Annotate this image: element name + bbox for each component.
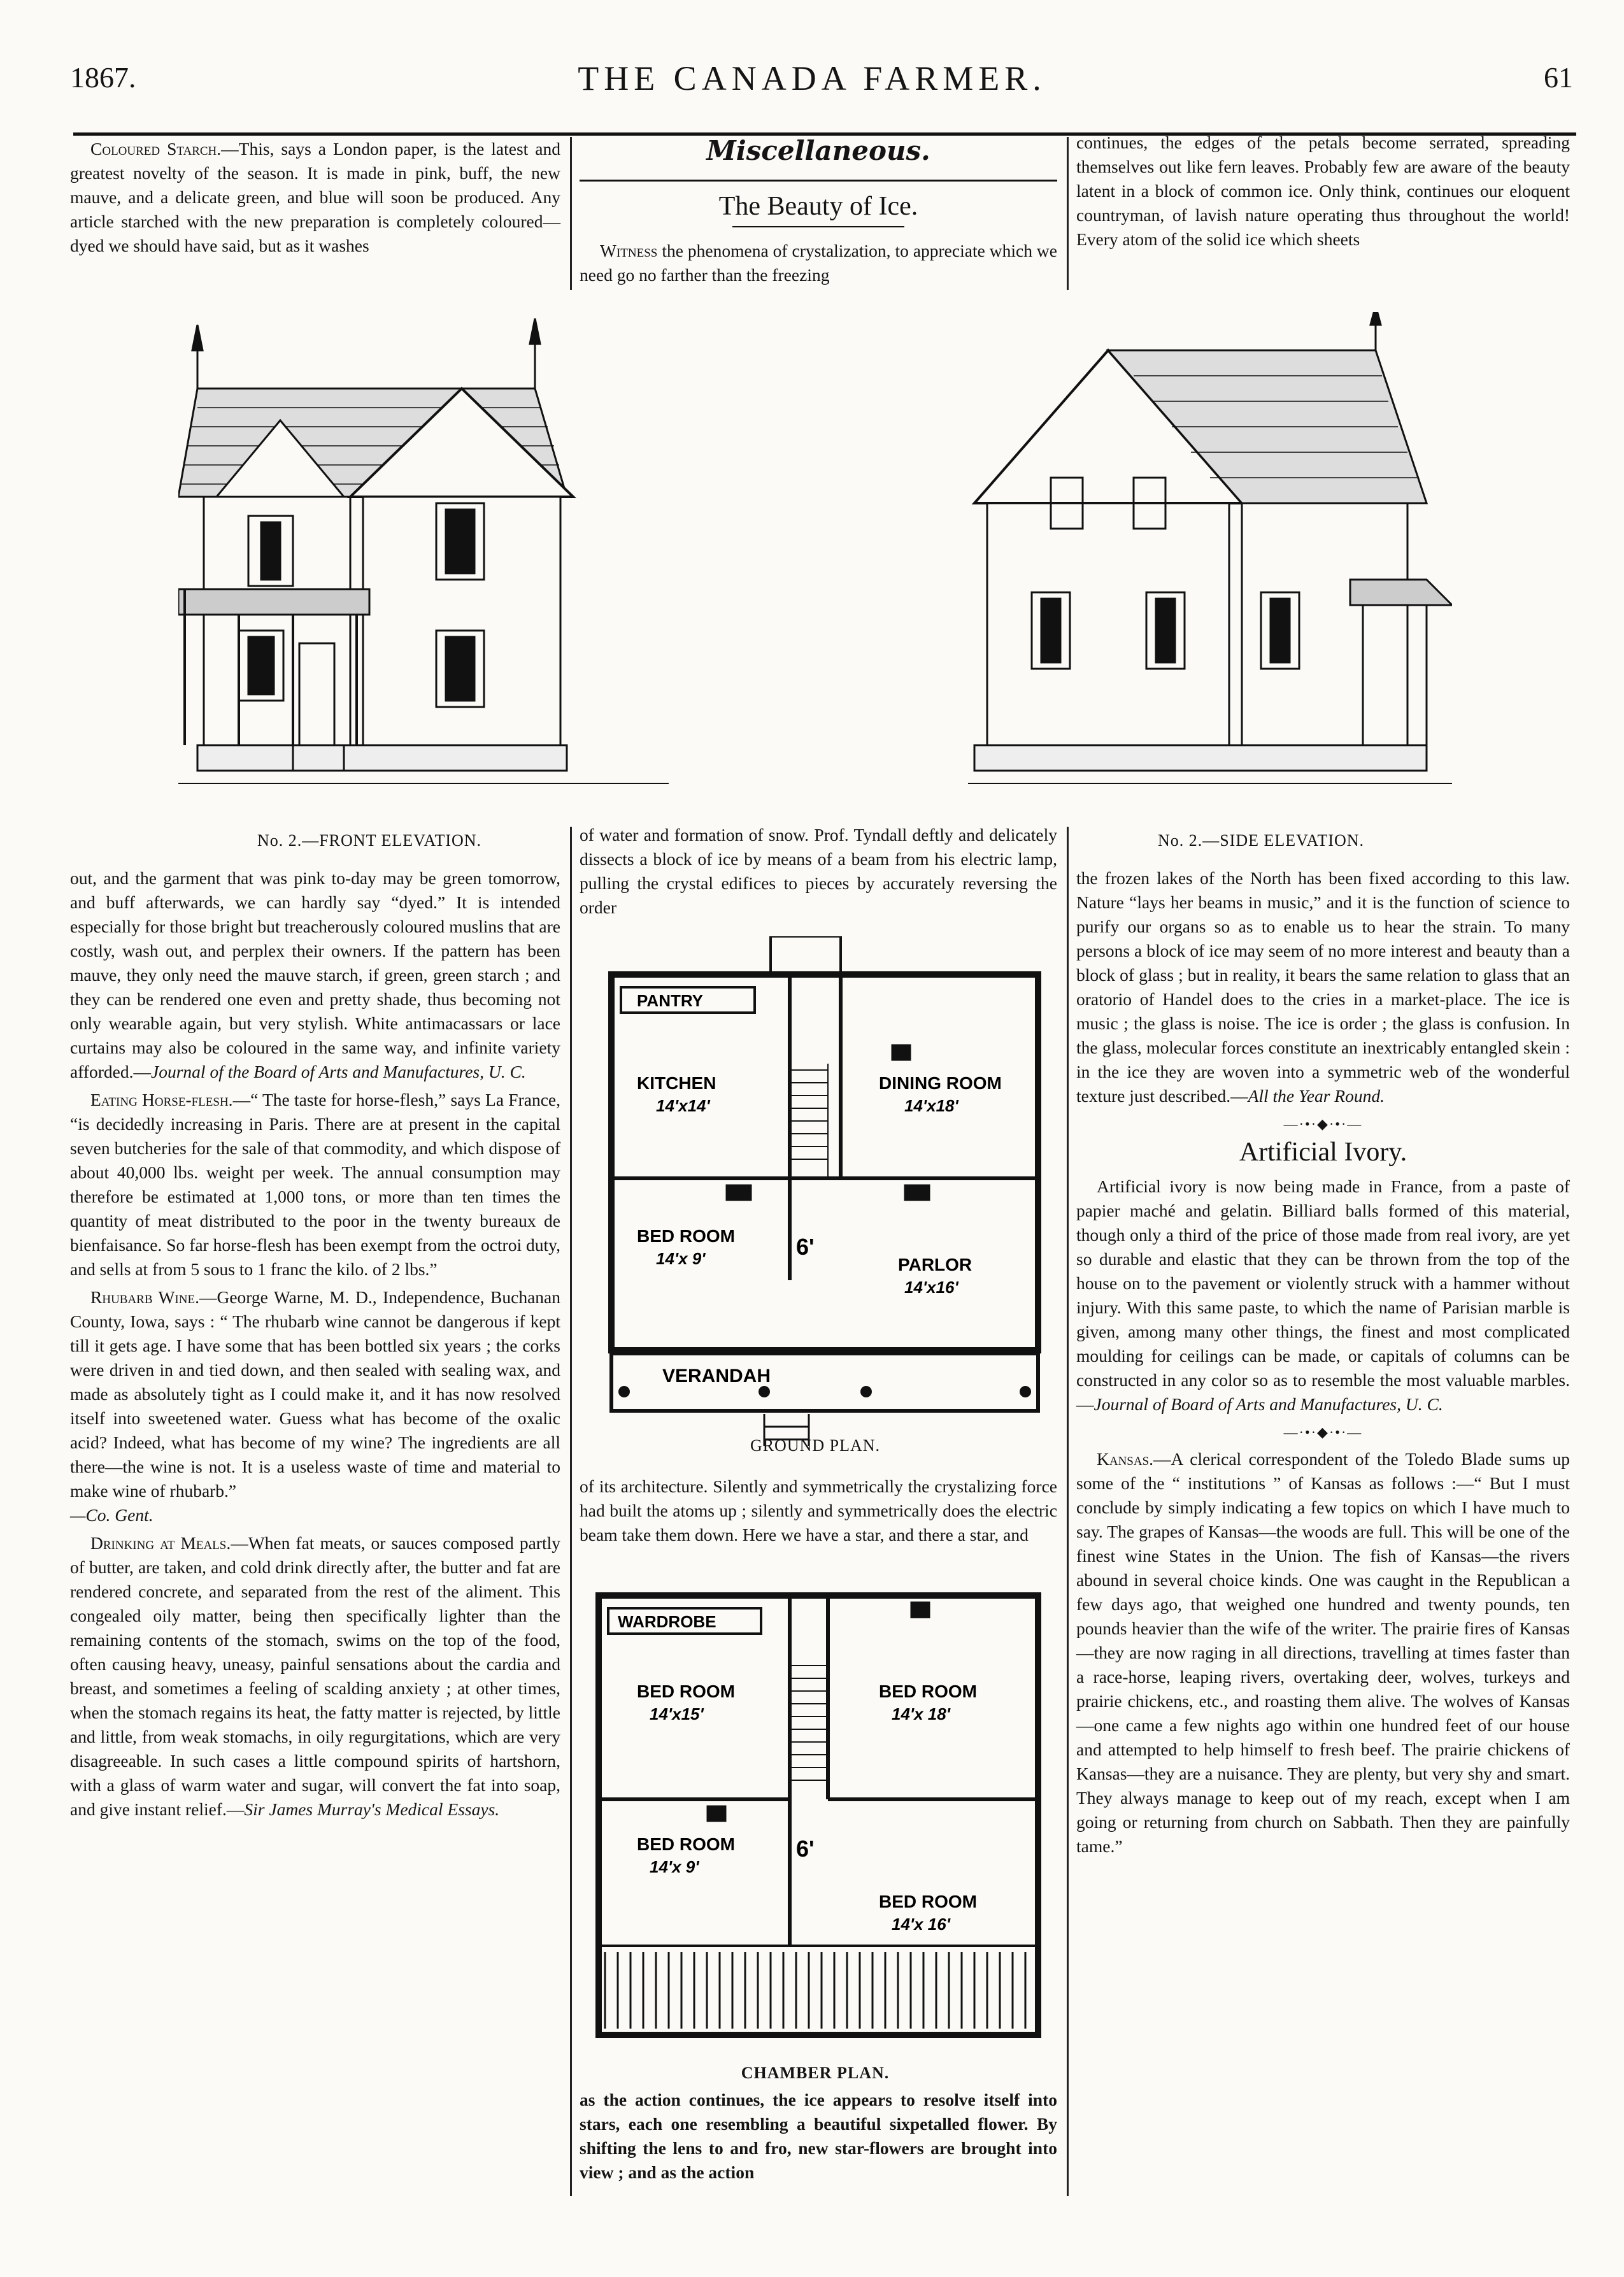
ornament-divider-1: —·•·◆·•·—	[1283, 1116, 1363, 1132]
artificial-ivory-text: Artificial ivory is now being made in France, from a paste of papier maché and gelatin. Billiard balls formed of this material, though only a third of the price of those made from real ivory, are yet so durable and elastic that they can be thrown from the top of the house on to the pavement or violently struck with a hammer without injury. With this same paste, to which the name of Parisian marble is given, among many other things, the finest and most complicated moulding for ceilings can be made, or capitals of columns can be constructed in any color so as to resemble the most valuable marbles.—	[1076, 1176, 1570, 1414]
room-label-bedroom-1: BED ROOM	[637, 1681, 735, 1701]
artificial-ivory-source: Journal of Board of Arts and Manufactures, U. C.	[1093, 1394, 1443, 1414]
rhubarb-wine-text: —George Warne, M. D., Independence, Buchanan County, Iowa, says : “ The rhubarb wine cannot be dangerous if kept till it gets age. I have some that has been bottled six years ; the corks were driven in and tied down, and then sealed with sealing wax, and made as absolutely tight as I could make it, and it has now resolved itself into sweetened water. Guess what has become of the oxalic acid? Indeed, what has become of my wine? The ingredients are all there—the wine is not. It is a useless waste of time and material to make wine of rhubarb.”	[70, 1287, 560, 1501]
coloured-starch-source: Journal of the Board of Arts and Manufactures, U. C.	[151, 1062, 526, 1081]
room-label-pantry: PANTRY	[637, 991, 703, 1010]
coloured-starch-lead: Coloured Starch.	[90, 139, 222, 159]
horse-flesh-text: —“ The taste for horse-flesh,” says La France, “is decidedly increasing in Paris. There are at present in the capital seven butcheries for the sale of that commodity, and which dispose of about 40,000 lbs. weight per week. The annual consumption may therefore be estimated at 1,000 tons, or more than ten times the quantity of meat distributed to the poor in the twenty bureaux de bienfaisance. So far horse-flesh has been exempt from the octroi duty, and sells at from 5 sous to 1 franc the kilo. of 2 lbs.”	[70, 1090, 560, 1279]
room-size-bedroom-3: 14'x 9'	[650, 1857, 699, 1876]
side-elevation-caption: No. 2.—SIDE ELEVATION.	[1157, 831, 1365, 850]
room-label-bedroom-ground: BED ROOM	[637, 1226, 735, 1246]
beauty-of-ice-text-4: as the action continues, the ice appears to resolve itself into stars, each one resembling a beautiful sixpetalled flower. By shifting the lens to and fro, new star-flowers are brought into view ; and as the action	[580, 2090, 1057, 2182]
right-column-top	[1076, 131, 1570, 252]
chamber-plan-caption: CHAMBER PLAN.	[741, 2064, 890, 2082]
kansas-text: —A clerical correspondent of the Toledo Blade sums up some of the “ institutions ” of Kansas as follows :—“ But I must conclude by simply indicating a few topics on which I have much to say. The grapes of Kansas—the woods are full. This will be one of the finest wine States in the Union. The fish of Kansas—the rivers abound in several choice kinds. One was caught in the Republican a few days ago, that weighed one hundred and twenty pounds, ten pounds heavier than the wife of the writer. The prairie fires of Kansas—they are now raging in all directions, travelling at times faster than a race-horse, leaping rivers, overtaking deer, wolves, turkeys and prairie chickens, etc., and roasting them alive. The wolves of Kansas—one came a few nights ago within one hundred feet of our house and attempted to help himself to fresh beef. The prairie chickens of Kansas—they are a nuisance. They are plenty, but very shy and smart. They always manage to keep out of my reach, except when I am going or returning from church on Sabbath. Then they are painfully tame.”	[1076, 1449, 1570, 1856]
beauty-of-ice-part-4	[580, 2088, 1057, 2185]
room-size-parlor: 14'x16'	[904, 1278, 958, 1297]
room-size-dining: 14'x18'	[904, 1096, 958, 1115]
room-label-wardrobe: WARDROBE	[618, 1612, 716, 1631]
coloured-starch-continued: out, and the garment that was pink to-day may be green tomorrow, and buff afterwards, we can hardly say “dyed.” It is intended especially for those bright but treacherously coloured muslins that are costly, wash out, and perplex their owners. If the pattern has been mauve, they only need the mauve starch, if green, green starch ; and they can be rendered one even and pretty shade, thus becoming not only wearable again, but very stylish. White antimacassars or lace curtains may also be coloured in the same way, and infinite variety afforded.—	[70, 868, 560, 1081]
left-column-top	[70, 137, 560, 258]
hall-width-chamber: 6'	[796, 1836, 815, 1862]
beauty-of-ice-right-2: the frozen lakes of the North has been fixed according to this law. Nature “lays her beams in music,” and it is the function of science to purify our organs so as to enable us to hear the strain. To many persons a block of ice may seem of no more interest and beauty than a block of glass ; but in reality, it bears the same relation to glass that an oratorio of Handel does to the cries in a market-place. The ice is music ; the glass is noise. The ice is order ; the glass is confusion. In the glass, molecular forces constitute an inextricably entangled skein : in the ice they are woven into a symmetric web of the wonderful texture just described.—	[1076, 868, 1570, 1106]
section-heading-rule	[580, 180, 1057, 182]
hall-width-ground: 6'	[796, 1234, 815, 1260]
rhubarb-wine-lead: Rhubarb Wine.	[90, 1287, 199, 1307]
beauty-of-ice-right-1: continues, the edges of the petals become serrated, spreading themselves out like fern leaves. Probably few are aware of the beauty latent in a block of common ice. Only think, continues our eloquent countryman, of lavish nature operating thus throughout the world! Every atom of the solid ice which sheets	[1076, 132, 1570, 249]
drinking-meals-text: —When fat meats, or sauces composed partly of butter, are taken, and cold drink directly after, the butter and fat are rendered concrete, and separated from the rest of the aliment. This congealed oily matter, being then specifically lighter than the remaining contents of the stomach, swims on the top of the food, often causing heavy, uneasy, painful sensations about the cardia and breast, and sometimes a feeling of scalding anxiety ; at other times, when the stomach regains its heat, the fatty matter is rejected, by little and little, from weak stomachs, in oily regurgitations, which are very disagreeable. In such cases a little compound spirits of hartshorn, with a glass of warm water and sugar, will convert the fat into soap, and give instant relief.—	[70, 1533, 561, 1819]
room-label-bedroom-3: BED ROOM	[637, 1834, 735, 1854]
room-size-kitchen: 14'x14'	[656, 1096, 710, 1115]
ground-plan-caption: GROUND PLAN.	[750, 1436, 881, 1455]
beauty-of-ice-intro	[580, 239, 1057, 287]
left-column-body	[70, 866, 560, 1825]
room-size-bedroom-ground: 14'x 9'	[656, 1249, 706, 1268]
right-column-body	[1076, 866, 1570, 1862]
room-label-kitchen: KITCHEN	[637, 1073, 716, 1093]
beauty-of-ice-part-3	[580, 1474, 1057, 1547]
column-rule-left-top	[570, 137, 572, 290]
room-label-parlor: PARLOR	[898, 1255, 972, 1274]
beauty-of-ice-source: All the Year Round.	[1248, 1086, 1385, 1106]
beauty-of-ice-part-2	[580, 823, 1057, 920]
header-year: 1867.	[70, 61, 136, 94]
front-elevation-drawing	[178, 312, 669, 822]
horse-flesh-lead: Eating Horse-flesh.	[90, 1090, 233, 1110]
kansas-lead: Kansas.	[1097, 1449, 1154, 1469]
article-title-artificial-ivory: Artificial Ivory.	[1239, 1138, 1407, 1167]
room-size-bedroom-4: 14'x 16'	[892, 1915, 950, 1934]
column-rule-right-top	[1067, 137, 1069, 290]
room-size-bedroom-2: 14'x 18'	[892, 1704, 950, 1724]
chamber-plan-drawing	[592, 1589, 1044, 2060]
room-size-bedroom-1: 14'x15'	[650, 1704, 704, 1724]
coloured-starch-text: —This, says a London paper, is the latest and greatest novelty of the season. It is made in pink, buff, the new mauve, and a delicate green, and blue will soon be produced. Any article starched with the new preparation is completely coloured—dyed we should have said, but as it washes	[70, 139, 561, 255]
masthead-title: THE CANADA FARMER.	[578, 59, 1046, 97]
front-elevation-caption: No. 2.—FRONT ELEVATION.	[257, 831, 482, 850]
column-rule-left	[570, 827, 572, 2196]
column-rule-right	[1067, 827, 1069, 2196]
section-heading-miscellaneous: Miscellaneous.	[706, 135, 930, 166]
article-title-beauty-of-ice: The Beauty of Ice.	[718, 192, 918, 221]
beauty-of-ice-lead: Witness	[600, 241, 658, 261]
ornament-divider-2: —·•·◆·•·—	[1283, 1424, 1363, 1440]
room-label-dining: DINING ROOM	[879, 1073, 1002, 1093]
room-label-verandah: VERANDAH	[662, 1366, 771, 1387]
beauty-of-ice-text-3: of its architecture. Silently and symmetrically the crystalizing force had built the atoms up ; silently and symmetrically does the electric beam take them down. Here we have a star, and there a star, and	[580, 1476, 1057, 1545]
drinking-meals-source: Sir James Murray's Medical Essays.	[244, 1799, 500, 1819]
room-label-bedroom-2: BED ROOM	[879, 1681, 977, 1701]
ground-plan-drawing	[599, 936, 1044, 1446]
beauty-of-ice-text-2: of water and formation of snow. Prof. Tyndall deftly and delicately dissects a block of ice by means of a beam from his electric lamp, pulling the crystal edifices to pieces by accurately reversing the order	[580, 825, 1057, 917]
title-underline	[732, 226, 904, 227]
side-elevation-drawing	[968, 312, 1452, 822]
rhubarb-wine-source: —Co. Gent.	[70, 1505, 153, 1525]
page-number: 61	[1544, 61, 1573, 94]
beauty-of-ice-text-1: the phenomena of crystalization, to appreciate which we need go no farther than the freezing	[580, 241, 1057, 285]
drinking-meals-lead: Drinking at Meals.	[90, 1533, 231, 1553]
room-label-bedroom-4: BED ROOM	[879, 1892, 977, 1911]
